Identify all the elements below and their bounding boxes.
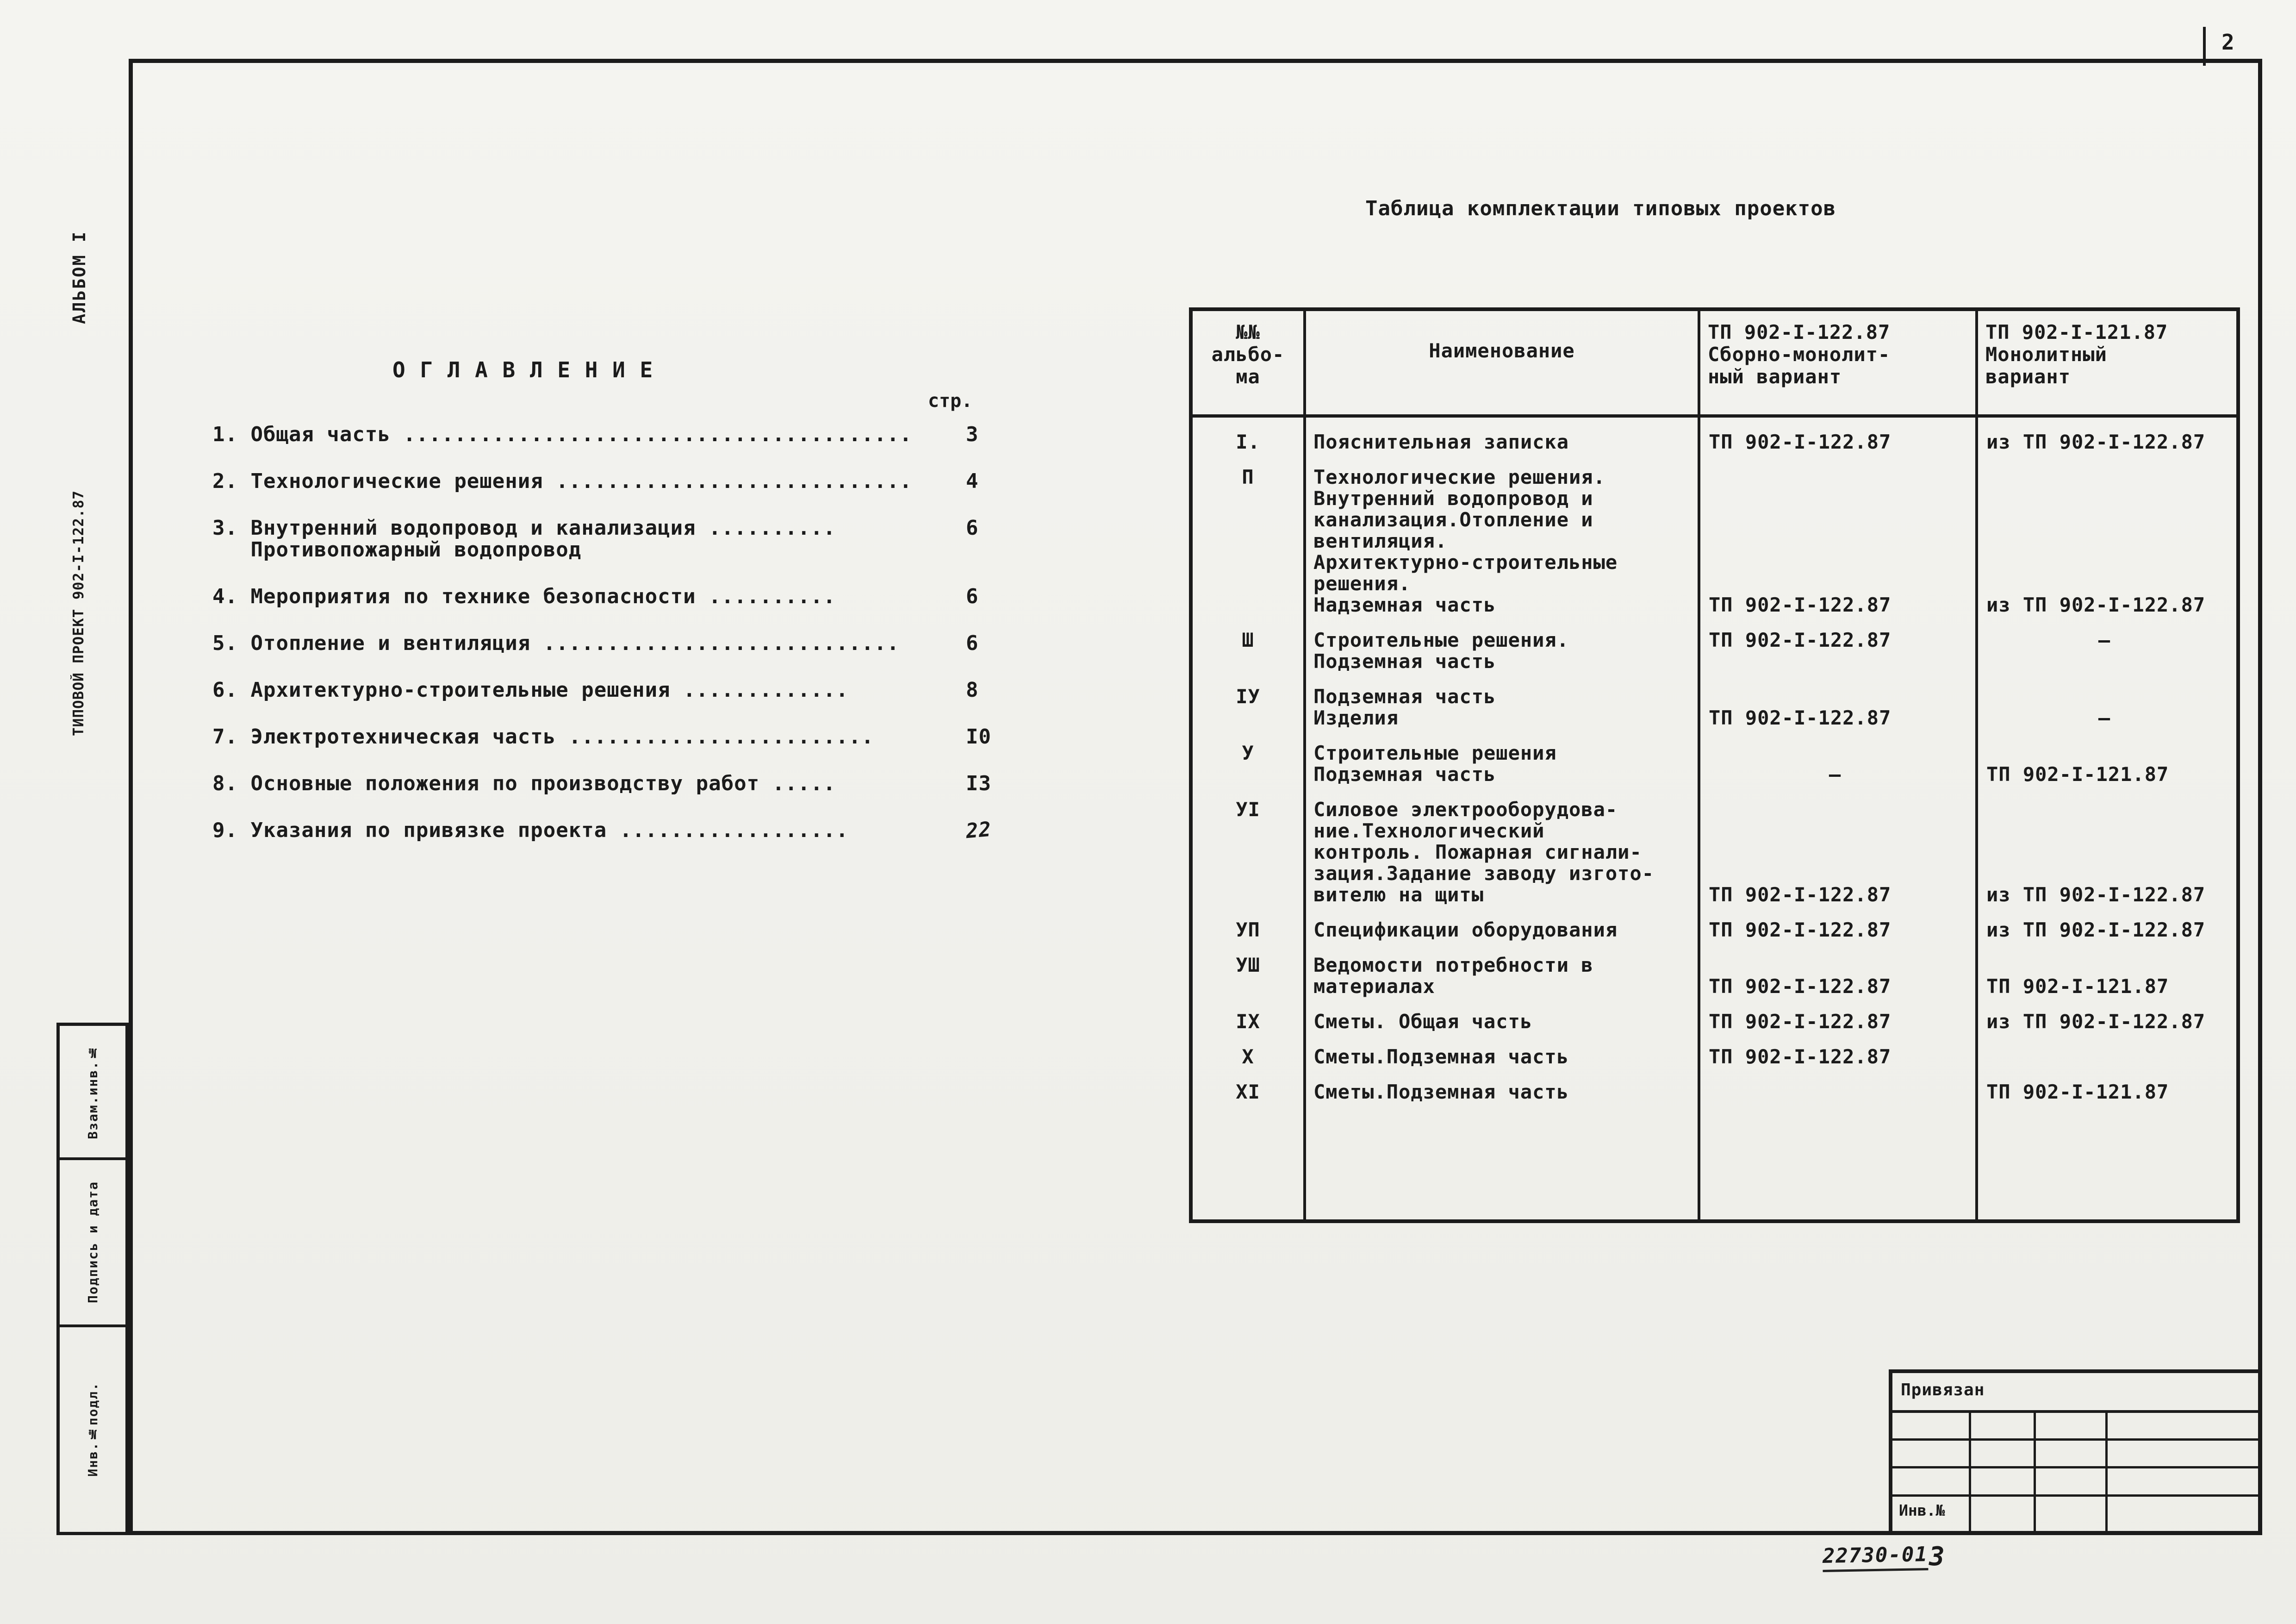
- table-cell-val: [1700, 1068, 1978, 1103]
- table-cell-album: IX: [1193, 997, 1306, 1032]
- table-cell-name: Строительные решения. Подземная часть: [1306, 616, 1700, 672]
- table-cell-val: ТП 902-I-122.87: [1700, 785, 1978, 906]
- toc-item-page: I0: [966, 725, 991, 749]
- table-cell-album: УШ: [1193, 941, 1306, 997]
- table-cell-val: [1978, 1032, 2236, 1068]
- page-corner-number: 2: [2221, 30, 2234, 55]
- corner-stamp-cell: [2108, 1413, 2259, 1441]
- table-cell-val: из ТП 902-I-122.87: [1986, 883, 2206, 906]
- table-cell-val: ТП 902-I-122.87: [1700, 906, 1978, 941]
- toc-item-text: 4. Мероприятия по технике безопасности ..........: [212, 585, 836, 608]
- table-cell-album: У: [1193, 729, 1306, 785]
- corner-stamp-cell: [1971, 1468, 2036, 1496]
- table-cell-album: П: [1193, 453, 1306, 616]
- toc-title: О Г Л А В Л Е Н И Е: [392, 357, 654, 382]
- table-cell-val: –: [2098, 629, 2111, 651]
- corner-stamp-grid: [1892, 1413, 2259, 1531]
- toc-item-text: 3. Внутренний водопровод и канализация .......... Противопожарный водопровод: [212, 516, 836, 562]
- table-body: [1193, 418, 2236, 1219]
- table-cell-val: из ТП 902-I-122.87: [1986, 431, 2206, 453]
- table-cell-name: Спецификации оборудования: [1306, 906, 1700, 941]
- toc-item-text: 9. Указания по привязке проекта ..................: [212, 818, 849, 842]
- corner-stamp: [1889, 1369, 2262, 1535]
- table-row: [1193, 672, 2236, 729]
- table-cell-album: IУ: [1193, 672, 1306, 729]
- table-cell-name: Подземная часть Изделия: [1306, 672, 1700, 729]
- table-cell-name: Силовое электрооборудова- ние.Технологический контроль. Пожарная сигнали- зация.Задание заводу изгото- вителю на щиты: [1306, 785, 1700, 906]
- corner-stamp-inv-label: Инв.№: [1892, 1497, 1971, 1531]
- side-stamp-field: [60, 1160, 125, 1327]
- corner-stamp-cell: [2108, 1468, 2259, 1496]
- table-row: [1193, 1032, 2236, 1068]
- table-row: [1193, 785, 2236, 906]
- table-cell-val: ТП 902-I-122.87: [1700, 616, 1978, 672]
- corner-stamp-cell: [1892, 1441, 1971, 1468]
- album-label: АЛЬБОМ I: [69, 230, 89, 324]
- toc-page-column-header: стр.: [928, 390, 973, 412]
- table-row: [1193, 729, 2236, 785]
- table-cell-val: ТП 902-I-122.87: [1700, 997, 1978, 1032]
- toc-item: [212, 470, 1069, 492]
- table-cell-name: Пояснительная записка: [1306, 418, 1700, 453]
- toc-item-text: 2. Технологические решения ............................: [212, 469, 912, 493]
- toc-item: [212, 773, 1069, 794]
- toc-item-page: 4: [966, 469, 979, 493]
- toc-item-page: 6: [966, 631, 979, 655]
- table-header-v1: ТП 902-I-122.87 Сборно-монолит- ный вариант: [1700, 311, 1978, 414]
- side-stamp-field-label: Подпись и дата: [85, 1181, 100, 1304]
- corner-stamp-cell: [2036, 1497, 2108, 1531]
- table-row: [1193, 418, 2236, 453]
- toc-item-text: 7. Электротехническая часть ........................: [212, 725, 874, 749]
- toc-item-page: 6: [966, 585, 979, 608]
- table-filler-row: [1193, 1103, 2236, 1219]
- project-code-label: ТИПОВОЙ ПРОЕКТ 902-I-122.87: [70, 490, 87, 736]
- corner-stamp-cell: [1971, 1413, 2036, 1441]
- corner-stamp-cell: [2036, 1441, 2108, 1468]
- toc-item: [212, 424, 1069, 445]
- corner-stamp-title: Привязан: [1892, 1373, 2259, 1413]
- toc-item-page: I3: [966, 772, 991, 795]
- toc-item: [212, 586, 1069, 607]
- table-row: [1193, 453, 2236, 616]
- table-row: [1193, 906, 2236, 941]
- table-cell-val: из ТП 902-I-122.87: [1986, 918, 2206, 941]
- footer-sheet-number: 3: [1929, 1542, 1945, 1572]
- toc-item: [212, 632, 1069, 654]
- table-cell-name: Строительные решения Подземная часть: [1306, 729, 1700, 785]
- completeness-table: [1189, 307, 2240, 1223]
- table-cell-album: УI: [1193, 785, 1306, 906]
- table-cell-name: Сметы.Подземная часть: [1306, 1032, 1700, 1068]
- table-cell-album: XI: [1193, 1068, 1306, 1103]
- table-cell-name: Сметы. Общая часть: [1306, 997, 1700, 1032]
- toc-item: [212, 679, 1069, 701]
- table-title: Таблица комплектации типовых проектов: [1365, 197, 1836, 220]
- table-cell-val: из ТП 902-I-122.87: [1986, 593, 2206, 616]
- corner-stamp-cell: [1892, 1468, 1971, 1496]
- table-header-name: Наименование: [1306, 311, 1700, 414]
- corner-stamp-cell: [2036, 1413, 2108, 1441]
- side-stamp-field-label: Инв.№подл.: [85, 1382, 100, 1477]
- toc-item-page: 3: [966, 423, 979, 446]
- table-cell-val: ТП 902-I-121.87: [1986, 763, 2169, 786]
- toc-item-text: 5. Отопление и вентиляция ............................: [212, 631, 900, 655]
- corner-stamp-cell: [2108, 1441, 2259, 1468]
- corner-stamp-cell: [2036, 1468, 2108, 1496]
- side-stamp-field-label: Взам.инв.№: [85, 1044, 100, 1139]
- toc-item: [212, 517, 1069, 561]
- table-cell-val: ТП 902-I-121.87: [1986, 1081, 2169, 1103]
- table-cell-val: ТП 902-I-122.87: [1700, 453, 1978, 616]
- table-cell-name: Сметы.Подземная часть: [1306, 1068, 1700, 1103]
- table-cell-val: ТП 902-I-122.87: [1700, 418, 1978, 453]
- toc-item: [212, 819, 1069, 841]
- table-cell-album: X: [1193, 1032, 1306, 1068]
- toc-item-text: 6. Архитектурно-строительные решения .............: [212, 678, 849, 702]
- corner-stamp-cell: [2108, 1497, 2259, 1531]
- table-row: [1193, 997, 2236, 1032]
- table-cell-album: УП: [1193, 906, 1306, 941]
- toc-item-text: 8. Основные положения по производству работ .....: [212, 772, 836, 795]
- side-stamp-column: [56, 1023, 129, 1535]
- table-cell-val: ТП 902-I-122.87: [1700, 672, 1978, 729]
- table-header-v2: ТП 902-I-121.87 Монолитный вариант: [1985, 321, 2168, 388]
- side-stamp-field: [60, 1026, 125, 1160]
- table-row: [1193, 941, 2236, 997]
- table-cell-name: Ведомости потребности в материалах: [1306, 941, 1700, 997]
- table-cell-val: –: [1700, 729, 1978, 785]
- footer-document-code: 22730-01: [1822, 1543, 1928, 1572]
- table-header-row: [1193, 311, 2236, 418]
- corner-stamp-cell: [1971, 1497, 2036, 1531]
- table-cell-album: I.: [1193, 418, 1306, 453]
- table-cell-album: Ш: [1193, 616, 1306, 672]
- toc-item-text: 1. Общая часть ........................................: [212, 423, 912, 446]
- table-cell-val: –: [2098, 706, 2111, 729]
- table-row: [1193, 616, 2236, 672]
- table-cell-name: Технологические решения. Внутренний водопровод и канализация.Отопление и вентиляция. Архитектурно-строительные решения. Надземная часть: [1306, 453, 1700, 616]
- corner-stamp-cell: [1971, 1441, 2036, 1468]
- side-stamp-field: [60, 1327, 125, 1532]
- corner-stamp-cell: [1892, 1413, 1971, 1441]
- table-header-album: №№ альбо- ма: [1193, 311, 1306, 414]
- toc-item-page: 8: [966, 678, 979, 702]
- toc-item: [212, 726, 1069, 748]
- table-cell-val: ТП 902-I-122.87: [1700, 1032, 1978, 1068]
- table-cell-val: ТП 902-I-121.87: [1986, 975, 2169, 998]
- table-cell-val: ТП 902-I-122.87: [1700, 941, 1978, 997]
- toc-item-page: 22: [964, 817, 993, 843]
- table-cell-val: из ТП 902-I-122.87: [1986, 1010, 2206, 1033]
- toc-item-page: 6: [966, 516, 979, 540]
- toc-list: [212, 424, 1069, 866]
- table-row: [1193, 1068, 2236, 1103]
